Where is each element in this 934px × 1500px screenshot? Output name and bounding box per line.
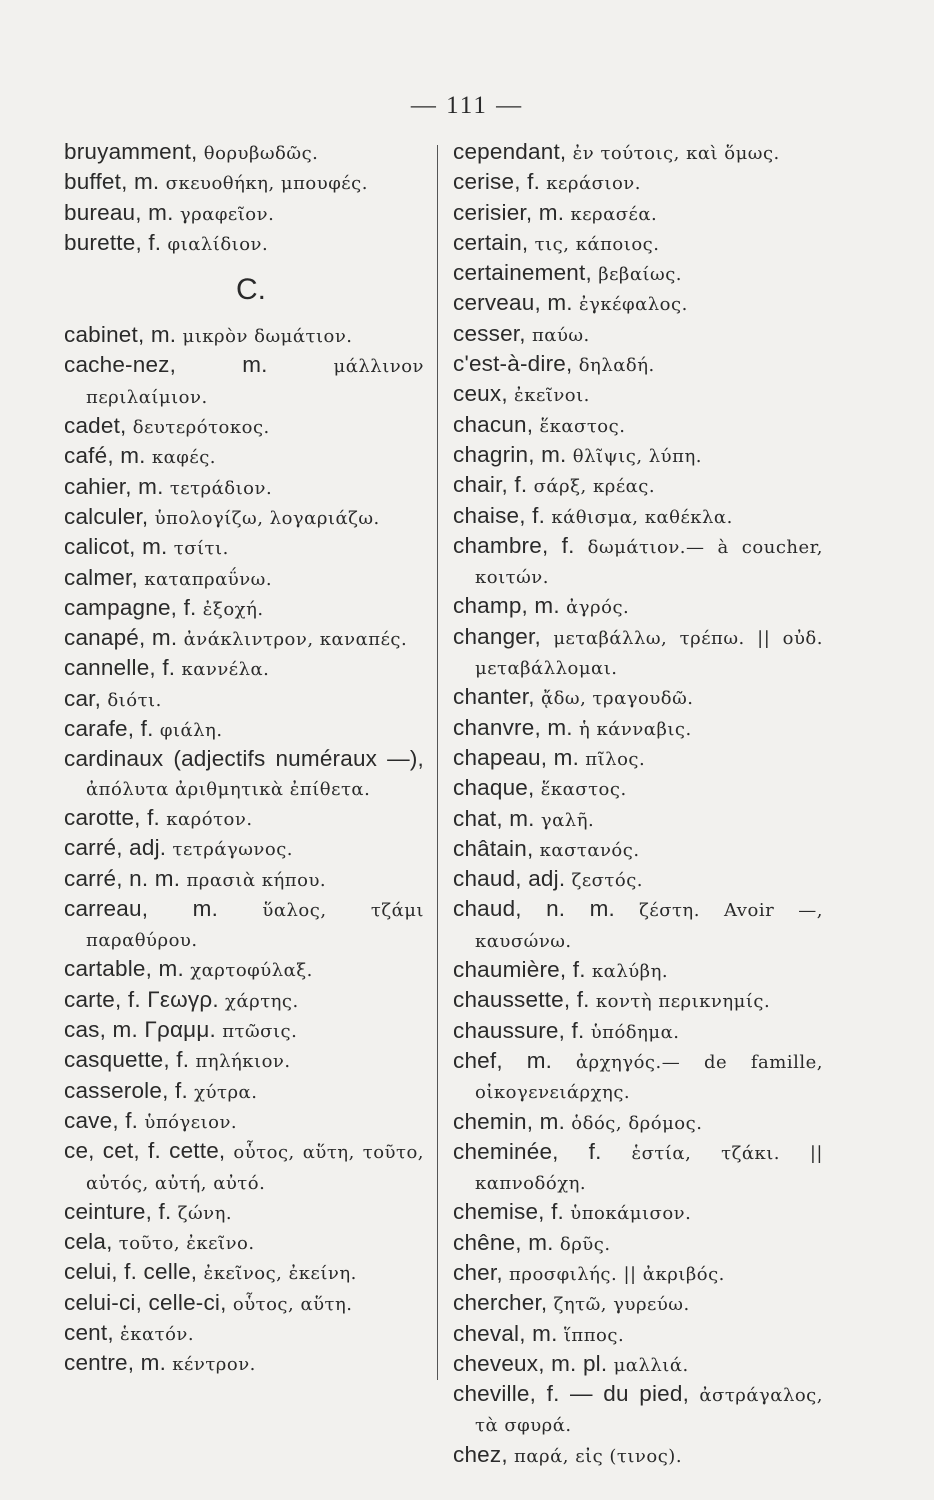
dictionary-entry (64, 351, 424, 412)
dictionary-entry (64, 1077, 424, 1107)
headword: cependant, (453, 139, 567, 164)
headword: chacun, (453, 411, 534, 437)
greek-translation: φιάλη. (159, 720, 223, 742)
greek-translation: καλύβη. (591, 961, 669, 983)
greek-translation: καφές. (151, 447, 217, 469)
headword: certainement, (453, 260, 592, 286)
dictionary-entry (453, 411, 823, 441)
dictionary-entry (453, 986, 823, 1016)
headword: carré, n. m. (64, 865, 181, 891)
column-divider (437, 145, 438, 1380)
greek-translation: κάθισμα, καθέκλα. (551, 506, 733, 528)
greek-translation: ἡ κάνναβις. (579, 718, 692, 740)
greek-translation: προσφιλής. || ἀκριβός. (509, 1263, 725, 1285)
greek-translation: ζητῶ, γυρεύω. (553, 1294, 690, 1316)
dictionary-entry (453, 1017, 823, 1047)
headword: chaque, (453, 775, 535, 801)
headword: chat, m. (453, 805, 535, 831)
dictionary-entry (453, 502, 823, 532)
headword: cesser, (453, 320, 526, 346)
headword: cardinaux (adjectifs numéraux —), (64, 746, 424, 772)
dictionary-entry (64, 1319, 424, 1349)
headword: cela, (64, 1229, 113, 1255)
dictionary-entry (64, 1016, 424, 1046)
dictionary-entry (64, 804, 424, 834)
headword: champ, m. (453, 593, 560, 619)
headword: cheminée, f. (453, 1138, 602, 1164)
greek-translation: καταπραΰνω. (144, 568, 273, 590)
greek-translation: δωμάτιον.— à coucher, κοιτών. (475, 536, 823, 589)
greek-translation: οὗτος, αὕτη, τοῦτο, αὐτός, αὐτή, αὐτό. (86, 1142, 425, 1194)
dictionary-entry (64, 321, 424, 351)
greek-translation: ἕκαστος. (539, 415, 626, 437)
dictionary-entry (453, 683, 823, 713)
greek-translation: ᾄδω, τραγουδῶ. (540, 688, 694, 710)
headword: chaise, f. (453, 502, 546, 528)
headword: celui, f. celle, (64, 1259, 198, 1285)
headword: ceinture, f. (64, 1198, 172, 1224)
dictionary-entry (453, 835, 823, 865)
dictionary-entry (64, 986, 424, 1016)
headword: chapeau, m. (453, 744, 580, 770)
dictionary-entry (453, 805, 823, 835)
headword: celui-ci, celle-ci, (64, 1289, 227, 1315)
headword: ceux, (453, 381, 508, 407)
greek-translation: κοντὴ περικνημίς. (595, 991, 771, 1013)
headword: chaussure, f. (453, 1017, 585, 1043)
greek-translation: πρασιὰ κήπου. (186, 869, 327, 891)
headword: buffet, m. (64, 169, 160, 195)
headword: cerisier, m. (453, 199, 565, 225)
dictionary-entry (64, 503, 424, 533)
greek-translation: ἐγκέφαλος. (579, 294, 688, 316)
headword: chambre, f. (453, 532, 575, 558)
headword: cave, f. (64, 1107, 139, 1133)
headword: chaussette, f. (453, 987, 590, 1013)
headword: chez, (453, 1441, 508, 1467)
headword: calculer, (64, 503, 149, 529)
headword: car, (64, 685, 102, 711)
headword: canapé, m. (64, 625, 178, 651)
greek-translation: ὑπόδημα. (590, 1021, 680, 1043)
headword: café, m. (64, 443, 146, 469)
headword: campagne, f. (64, 594, 197, 620)
dictionary-entry (453, 380, 823, 410)
headword: cheval, m. (453, 1320, 558, 1346)
dictionary-entry (64, 1198, 424, 1228)
section-letter: C. (236, 273, 266, 307)
dictionary-entry (64, 412, 424, 442)
headword: changer, (453, 623, 541, 649)
headword: cheveux, m. pl. (453, 1350, 608, 1376)
dictionary-entry (453, 138, 823, 168)
greek-translation: ἐν τούτοις, καὶ ὅμως. (572, 143, 780, 164)
dictionary-entry (453, 1320, 823, 1350)
headword: cas, m. Γραμμ. (64, 1017, 216, 1043)
dictionary-entry (453, 592, 823, 622)
right-main-entries (453, 138, 823, 1471)
dictionary-entry (64, 834, 424, 864)
greek-translation: τετράγωνος. (172, 839, 294, 861)
dictionary-entry (64, 564, 424, 594)
headword: chêne, m. (453, 1229, 554, 1255)
dictionary-entry (64, 199, 424, 229)
greek-translation: γραφεῖον. (179, 203, 275, 225)
greek-translation: ζέστη. Avoir —, καυσώνω. (475, 900, 823, 952)
headword: calicot, m. (64, 534, 168, 560)
greek-translation: καστανός. (539, 839, 640, 861)
greek-translation: ἑκατόν. (120, 1323, 195, 1345)
greek-translation: χάρτης. (225, 990, 299, 1012)
greek-translation: οὗτος, αὕτη. (232, 1293, 353, 1315)
headword: casquette, f. (64, 1047, 190, 1073)
greek-translation: μεταβάλλω, τρέπω. || οὐδ. μεταβάλλομαι. (475, 627, 823, 680)
headword: cahier, m. (64, 473, 164, 499)
greek-translation: ὑποκάμισον. (570, 1203, 692, 1225)
dictionary-entry (453, 744, 823, 774)
dictionary-entry (453, 1198, 823, 1228)
greek-translation: τσίτι. (173, 538, 229, 560)
headword: cheville, f. — du pied, (453, 1381, 690, 1407)
headword: chef, m. (453, 1047, 553, 1073)
dictionary-entry (453, 1229, 823, 1259)
dictionary-entry (64, 624, 424, 654)
dictionary-entry (453, 774, 823, 804)
dictionary-entry (453, 289, 823, 319)
greek-translation: καρότον. (166, 808, 253, 830)
dictionary-entry (453, 199, 823, 229)
headword: cache-nez, m. (64, 352, 268, 378)
dictionary-entry (64, 1228, 424, 1258)
greek-translation: ἀνάκλιντρον, καναπές. (183, 629, 408, 651)
dictionary-entry (64, 168, 424, 198)
headword: cher, (453, 1259, 503, 1285)
dictionary-entry (453, 229, 823, 259)
dictionary-entry (453, 532, 823, 593)
greek-translation: πηλήκιον. (195, 1051, 291, 1073)
greek-translation: ὑπόγειον. (144, 1111, 238, 1133)
dictionary-entry (64, 685, 424, 715)
headword: ce, cet, f. cette, (64, 1138, 226, 1164)
greek-translation: πῖλος. (585, 748, 646, 770)
dictionary-entry (64, 1046, 424, 1076)
right-column (453, 138, 823, 1471)
greek-translation: ὑπολογίζω, λογαριάζω. (154, 507, 380, 529)
dictionary-entry (453, 471, 823, 501)
dictionary-entry (453, 956, 823, 986)
greek-translation: ἕκαστος. (540, 779, 627, 801)
headword: calmer, (64, 564, 138, 590)
headword: châtain, (453, 835, 534, 861)
greek-translation: ἀγρός. (566, 597, 630, 619)
greek-translation: σάρξ, κρέας. (533, 476, 656, 498)
headword: burette, f. (64, 229, 162, 255)
dictionary-entry (64, 229, 424, 259)
dictionary-entry (453, 714, 823, 744)
dictionary-entry (453, 350, 823, 380)
greek-translation: τοῦτο, ἐκεῖνο. (118, 1233, 255, 1255)
greek-translation: ζώνη. (177, 1202, 233, 1224)
dictionary-entry (64, 895, 424, 956)
greek-translation: ἐκεῖνοι. (514, 385, 590, 407)
dictionary-entry (64, 473, 424, 503)
greek-translation: ὕαλος, τζάμι παραθύρου. (86, 899, 424, 952)
greek-translation: ἀπόλυτα ἀριθμητικὰ ἐπίθετα. (86, 778, 371, 800)
greek-translation: ἵππος. (563, 1324, 625, 1346)
dictionary-entry (453, 1380, 823, 1441)
greek-translation: κεράσιον. (546, 173, 641, 195)
left-top-entries (64, 138, 424, 259)
greek-translation: σκευοθήκη, μπουφές. (165, 173, 368, 195)
greek-translation: ἀστράγαλος, τὰ σφυρά. (475, 1385, 823, 1437)
dictionary-entry (453, 1350, 823, 1380)
dictionary-entry (453, 320, 823, 350)
headword: cadet, (64, 413, 127, 439)
greek-translation: δρῦς. (559, 1233, 611, 1255)
greek-translation: ὁδός, δρόμος. (571, 1112, 703, 1134)
headword: carte, f. Γεωγρ. (64, 986, 219, 1012)
dictionary-entry (453, 1138, 823, 1199)
dictionary-entry (64, 654, 424, 684)
greek-translation: καννέλα. (181, 659, 270, 681)
dictionary-entry (64, 1289, 424, 1319)
greek-translation: κέντρον. (172, 1354, 256, 1376)
headword: chemin, m. (453, 1108, 566, 1134)
greek-translation: ἐκεῖνος, ἐκείνη. (203, 1263, 357, 1285)
dictionary-entry (453, 1441, 823, 1471)
headword: cerise, f. (453, 169, 541, 195)
dictionary-entry (64, 138, 424, 168)
dictionary-entry (64, 1137, 424, 1198)
headword: chaud, adj. (453, 866, 566, 892)
headword: chagrin, m. (453, 441, 567, 467)
greek-translation: παρά, εἰς (τινος). (514, 1445, 683, 1467)
greek-translation: μαλλιά. (613, 1354, 689, 1376)
dictionary-entry (453, 1108, 823, 1138)
dictionary-entry (64, 594, 424, 624)
dictionary-entry (64, 745, 424, 804)
greek-translation: θλῖψις, λύπη. (572, 445, 702, 467)
dictionary-entry (64, 442, 424, 472)
page-number: — 111 — (410, 92, 524, 119)
dictionary-entry (64, 1258, 424, 1288)
greek-translation: παύω. (531, 324, 590, 346)
headword: chanter, (453, 684, 535, 710)
dictionary-entry (453, 865, 823, 895)
greek-translation: ζεστός. (571, 870, 644, 892)
greek-translation: πτῶσις. (222, 1021, 298, 1043)
greek-translation: δηλαδή. (578, 355, 655, 377)
greek-translation: ἐξοχή. (202, 598, 264, 620)
headword: carotte, f. (64, 804, 160, 830)
left-column (64, 138, 424, 1380)
greek-translation: φιαλίδιον. (167, 233, 269, 255)
dictionary-entry (453, 1289, 823, 1319)
greek-translation: θορυβωδῶς. (203, 143, 319, 164)
headword: carafe, f. (64, 716, 154, 742)
dictionary-entry (453, 895, 823, 956)
dictionary-entry (453, 1047, 823, 1108)
greek-translation: μικρὸν δωμάτιον. (182, 326, 353, 348)
dictionary-entry (453, 623, 823, 684)
greek-translation: χαρτοφύλαξ. (190, 960, 313, 982)
headword: certain, (453, 229, 529, 255)
dictionary-entry (64, 1349, 424, 1379)
greek-translation: χύτρα. (194, 1081, 258, 1103)
greek-translation: ἑστία, τζάκι. || καπνοδόχη. (475, 1142, 823, 1195)
dictionary-entry (453, 1259, 823, 1289)
headword: chemise, f. (453, 1199, 564, 1225)
headword: cartable, m. (64, 956, 184, 982)
headword: casserole, f. (64, 1077, 188, 1103)
dictionary-entry (453, 259, 823, 289)
greek-translation: βεβαίως. (598, 264, 683, 286)
greek-translation: διότι. (107, 689, 162, 711)
greek-translation: ἀρχηγός.— de famille, οἰκογενειάρχης. (475, 1051, 823, 1104)
headword: cerveau, m. (453, 290, 573, 316)
headword: chercher, (453, 1290, 548, 1316)
headword: chaud, n. m. (453, 896, 615, 922)
dictionary-entry (64, 715, 424, 745)
headword: bruyamment, (64, 139, 198, 164)
greek-translation: τις, κάποιος. (534, 233, 660, 255)
headword: bureau, m. (64, 199, 174, 225)
headword: cannelle, f. (64, 655, 176, 681)
headword: centre, m. (64, 1350, 167, 1376)
left-main-entries (64, 321, 424, 1379)
dictionary-entry (64, 1107, 424, 1137)
dictionary-entry (64, 533, 424, 563)
dictionary-entry (453, 441, 823, 471)
greek-translation: δευτερότοκος. (132, 417, 270, 439)
greek-translation: κερασέα. (570, 203, 658, 225)
headword: cent, (64, 1319, 114, 1345)
greek-translation: τετράδιον. (169, 477, 273, 499)
headword: carré, adj. (64, 835, 167, 861)
greek-translation: γαλῆ. (540, 809, 595, 831)
headword: carreau, m. (64, 895, 219, 921)
headword: chaumière, f. (453, 957, 586, 983)
dictionary-entry (64, 955, 424, 985)
dictionary-entry (64, 865, 424, 895)
headword: chair, f. (453, 472, 528, 498)
dictionary-entry (453, 168, 823, 198)
headword: chanvre, m. (453, 714, 573, 740)
headword: c'est-à-dire, (453, 351, 573, 377)
headword: cabinet, m. (64, 322, 177, 348)
greek-translation: μάλλινον περιλαίμιον. (86, 356, 424, 408)
